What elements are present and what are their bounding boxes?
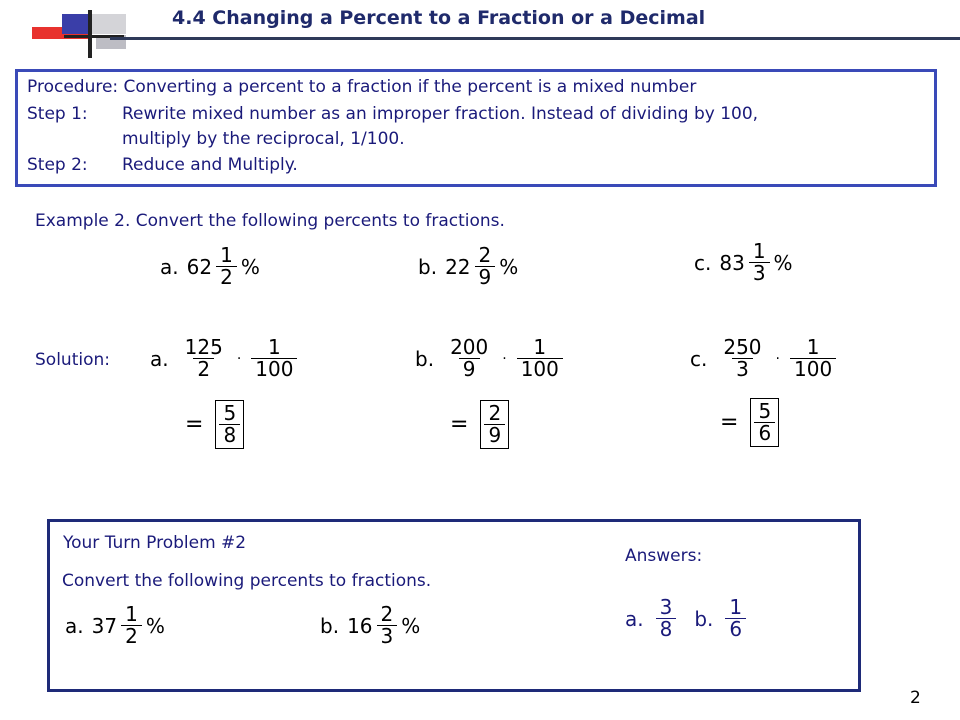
solution-c xyxy=(690,337,840,380)
denominator: 100 xyxy=(251,358,297,380)
result-a xyxy=(185,400,248,449)
fraction xyxy=(216,245,237,288)
numerator: 1 xyxy=(806,335,820,359)
boxed-answer xyxy=(750,398,779,447)
whole-number: 22 xyxy=(445,254,471,279)
reciprocal-fraction xyxy=(790,337,836,380)
numerator: 1 xyxy=(267,335,281,359)
your-turn-problem-b xyxy=(320,604,420,647)
example-heading: Example 2. Convert the following percents to fractions. xyxy=(35,211,505,231)
boxed-answer xyxy=(480,400,509,449)
numerator: 2 xyxy=(478,243,492,267)
your-turn-instruction: Convert the following percents to fractions. xyxy=(62,571,432,591)
solution-label: Solution: xyxy=(35,350,110,370)
denominator: 8 xyxy=(219,424,240,446)
improper-fraction xyxy=(181,337,227,380)
solution-b xyxy=(415,337,567,380)
denominator: 9 xyxy=(475,266,496,288)
solution-a xyxy=(150,337,301,380)
result-c xyxy=(720,398,783,447)
fraction xyxy=(121,604,142,647)
answers-label: Answers: xyxy=(625,546,703,566)
title-rule xyxy=(110,37,960,40)
result-b xyxy=(450,400,513,449)
numerator: 125 xyxy=(184,335,223,359)
equals-sign: = xyxy=(450,412,469,437)
denominator: 100 xyxy=(790,358,836,380)
numerator: 200 xyxy=(450,335,489,359)
logo-crosshair-vertical xyxy=(88,10,92,58)
slide-title: 4.4 Changing a Percent to a Fraction or a Decimal xyxy=(172,7,706,29)
problem-label: b. xyxy=(320,613,340,638)
denominator: 9 xyxy=(459,358,480,380)
step2-text: Reduce and Multiply. xyxy=(122,155,298,175)
example-problem-a xyxy=(160,245,260,288)
whole-number: 62 xyxy=(186,254,213,279)
percent-sign: % xyxy=(401,613,421,638)
fraction xyxy=(749,241,770,284)
whole-number: 37 xyxy=(91,613,118,638)
numerator: 5 xyxy=(758,399,772,423)
denominator: 2 xyxy=(121,625,142,647)
multiply-dot: · xyxy=(502,350,507,367)
problem-label: b. xyxy=(418,254,438,279)
percent-sign: % xyxy=(773,250,793,275)
answer-label: b. xyxy=(694,606,714,631)
page-number: 2 xyxy=(910,688,921,708)
multiply-dot: · xyxy=(775,350,780,367)
improper-fraction xyxy=(719,337,765,380)
denominator: 6 xyxy=(754,422,775,444)
denominator: 2 xyxy=(216,266,237,288)
numerator: 2 xyxy=(488,401,502,425)
equals-sign: = xyxy=(185,412,204,437)
numerator: 5 xyxy=(223,401,237,425)
denominator: 3 xyxy=(749,262,770,284)
denominator: 9 xyxy=(484,424,505,446)
numerator: 3 xyxy=(659,595,673,619)
numerator: 1 xyxy=(729,595,743,619)
answer-label: a. xyxy=(625,606,644,631)
problem-label: a. xyxy=(150,346,169,371)
answer-fraction xyxy=(725,597,746,640)
your-turn-heading: Your Turn Problem #2 xyxy=(63,533,247,553)
numerator: 1 xyxy=(125,602,138,626)
reciprocal-fraction xyxy=(517,337,563,380)
step2-label: Step 2: xyxy=(27,155,88,175)
problem-label: c. xyxy=(694,250,712,275)
improper-fraction xyxy=(446,337,492,380)
denominator: 3 xyxy=(377,625,398,647)
fraction xyxy=(377,604,398,647)
denominator: 8 xyxy=(656,618,677,640)
numerator: 1 xyxy=(533,335,547,359)
numerator: 250 xyxy=(723,335,762,359)
multiply-dot: · xyxy=(236,350,242,367)
logo-square-blue xyxy=(62,14,90,34)
equals-sign: = xyxy=(720,410,739,435)
problem-label: c. xyxy=(690,346,708,371)
procedure-heading: Procedure: Converting a percent to a fraction if the percent is a mixed number xyxy=(27,77,697,97)
step1-text-line1: Rewrite mixed number as an improper fraction. Instead of dividing by 100, xyxy=(122,104,759,124)
percent-sign: % xyxy=(145,613,165,638)
step1-text-line2: multiply by the reciprocal, 1/100. xyxy=(122,129,405,149)
numerator: 1 xyxy=(752,239,766,263)
answers-row xyxy=(625,597,750,640)
whole-number: 83 xyxy=(719,250,745,275)
answer-fraction xyxy=(656,597,677,640)
denominator: 100 xyxy=(517,358,563,380)
your-turn-problem-a xyxy=(65,604,165,647)
denominator: 6 xyxy=(725,618,746,640)
whole-number: 16 xyxy=(347,613,373,638)
numerator: 1 xyxy=(220,243,233,267)
denominator: 2 xyxy=(193,358,214,380)
boxed-answer xyxy=(215,400,244,449)
percent-sign: % xyxy=(499,254,519,279)
fraction xyxy=(475,245,496,288)
problem-label: a. xyxy=(65,613,84,638)
reciprocal-fraction xyxy=(251,337,297,380)
step1-label: Step 1: xyxy=(27,104,88,124)
percent-sign: % xyxy=(240,254,260,279)
numerator: 2 xyxy=(380,602,394,626)
problem-label: a. xyxy=(160,254,179,279)
logo-square-grey xyxy=(90,14,126,34)
example-problem-b xyxy=(418,245,518,288)
denominator: 3 xyxy=(732,358,753,380)
example-problem-c xyxy=(694,241,793,284)
problem-label: b. xyxy=(415,346,435,371)
